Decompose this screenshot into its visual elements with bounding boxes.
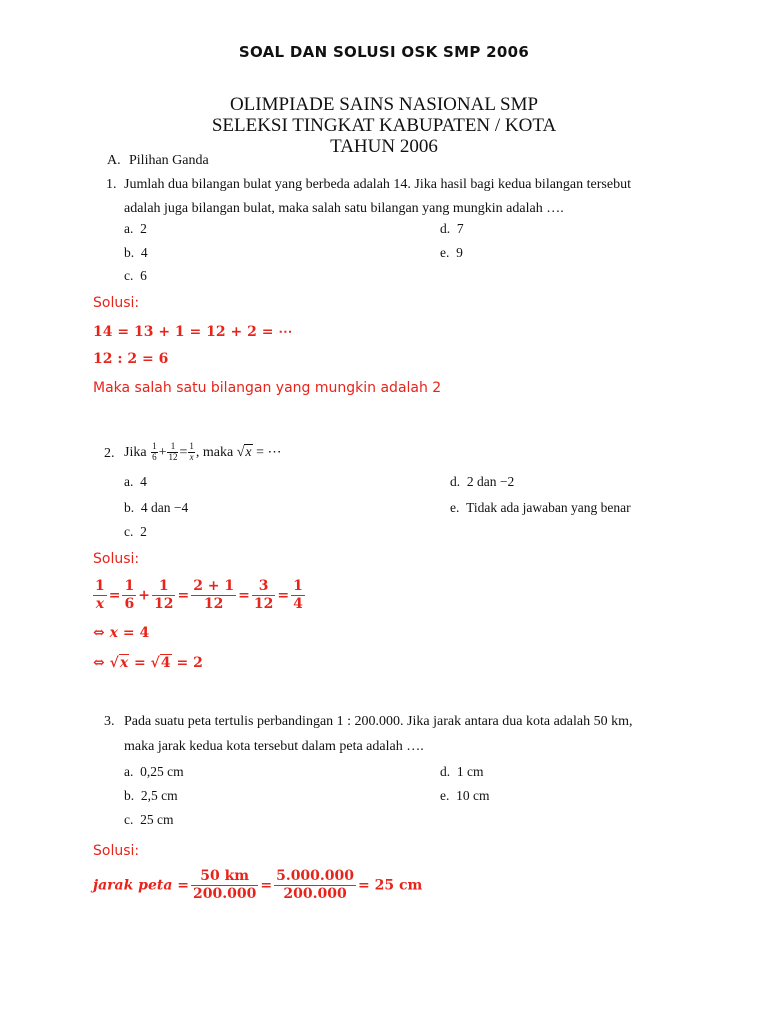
exam-title-line3: TAHUN 2006 [330, 136, 438, 157]
q1-text-line2: adalah juga bilangan bulat, maka salah satu bilangan yang mungkin adalah …. [124, 201, 564, 216]
q1-number: 1. [106, 177, 117, 192]
q3-number: 3. [104, 714, 115, 729]
q2-option-a: a. 4 [124, 474, 147, 489]
q1-solution-line1: 14 = 13 + 1 = 12 + 2 = ⋯ [93, 324, 293, 340]
q3-option-c: c. 25 cm [124, 812, 174, 827]
q1-option-c: c. 6 [124, 268, 147, 283]
exam-title-line2: SELEKSI TINGKAT KABUPATEN / KOTA [211, 115, 557, 136]
q3-solution-label: Solusi: [93, 843, 140, 859]
q3-option-a: a. 0,25 cm [124, 764, 184, 779]
q3-sol-result: = 25 cm [358, 877, 423, 894]
section-label: A. [107, 153, 121, 168]
q3-sol-lhs: jarak peta [93, 877, 173, 894]
q2-text-tail: = ⋯ [256, 445, 282, 460]
q2-option-b: b. 4 dan −4 [124, 500, 189, 515]
q1-text-line1: Jumlah dua bilangan bulat yang berbeda adalah 14. Jika hasil bagi kedua bilangan tersebut [124, 177, 631, 192]
q3-sol-frac-1: $\frac{50 km}{200.000}$ [193, 868, 257, 902]
q2-solution-label: Solusi: [93, 551, 140, 567]
q3-solution-line1: jarak peta = $\frac{50 km}{200.000}$ = $\frac{5.000.000}{200.000}$ = 25 cm [93, 868, 423, 902]
q1-option-b: b. 4 [124, 245, 148, 260]
q2-fraction-1: $\frac{1}{6}$ [152, 441, 157, 463]
q1-option-a: a. 2 [124, 221, 147, 236]
q3-text-line2: maka jarak kedua kota tersebut dalam peta adalah …. [124, 739, 424, 754]
q2-sol-frac-4: $\frac{2 + 1}{12}$ [193, 578, 235, 612]
q2-option-d: d. 2 dan −2 [450, 474, 515, 489]
q2-text: Jika $\frac{1}{6}$ + $\frac{1}{12}$ = $\frac{1}{x}$ , maka √x = ⋯ [124, 441, 282, 463]
q2-solution-line1: $\frac{1}{x}$ = $\frac{1}{6}$ + $\frac{1}{12}$ = $\frac{2 + 1}{12}$ = $\frac{3}{12}$ = $\frac{1}{4}$ [95, 578, 303, 612]
q2-sol-frac-6: $\frac{1}{4}$ [293, 578, 303, 612]
q2-option-c: c. 2 [124, 524, 147, 539]
exam-title-line1: OLIMPIADE SAINS NASIONAL SMP [229, 94, 539, 115]
q1-option-e: e. 9 [440, 245, 463, 260]
section-title: Pilihan Ganda [129, 153, 209, 168]
q2-sol-frac-1: $\frac{1}{x}$ [95, 578, 105, 612]
q3-option-e: e. 10 cm [440, 788, 490, 803]
page-title: SOAL DAN SOLUSI OSK SMP 2006 [238, 43, 530, 61]
q3-option-d: d. 1 cm [440, 764, 484, 779]
q2-text-jika: Jika [124, 445, 147, 460]
q2-sol-frac-5: $\frac{3}{12}$ [253, 578, 274, 612]
q2-fraction-2: $\frac{1}{12}$ [168, 441, 178, 463]
q2-text-maka: , maka [195, 445, 234, 460]
q2-fraction-3: $\frac{1}{x}$ [189, 441, 194, 463]
q3-text-line1: Pada suatu peta tertulis perbandingan 1 : 200.000. Jika jarak antara dua kota adalah 50 km, [124, 714, 633, 729]
q2-sqrt: √x [236, 445, 252, 460]
q2-sol-frac-3: $\frac{1}{12}$ [153, 578, 174, 612]
q3-option-b: b. 2,5 cm [124, 788, 178, 803]
q1-solution-conclusion: Maka salah satu bilangan yang mungkin adalah 2 [93, 380, 442, 396]
q2-sol-frac-2: $\frac{1}{6}$ [124, 578, 135, 612]
q2-option-e: e. Tidak ada jawaban yang benar [450, 500, 631, 515]
q3-sol-frac-2: $\frac{5.000.000}{200.000}$ [276, 868, 355, 902]
q2-solution-line3: ⇔ √x = √4 = 2 [93, 655, 203, 671]
q1-option-d: d. 7 [440, 221, 464, 236]
q2-number: 2. [104, 446, 115, 461]
q2-solution-line2: ⇔ x = 4 [93, 625, 150, 641]
q1-solution-label: Solusi: [93, 295, 140, 311]
q1-solution-line2: 12 : 2 = 6 [93, 351, 169, 367]
